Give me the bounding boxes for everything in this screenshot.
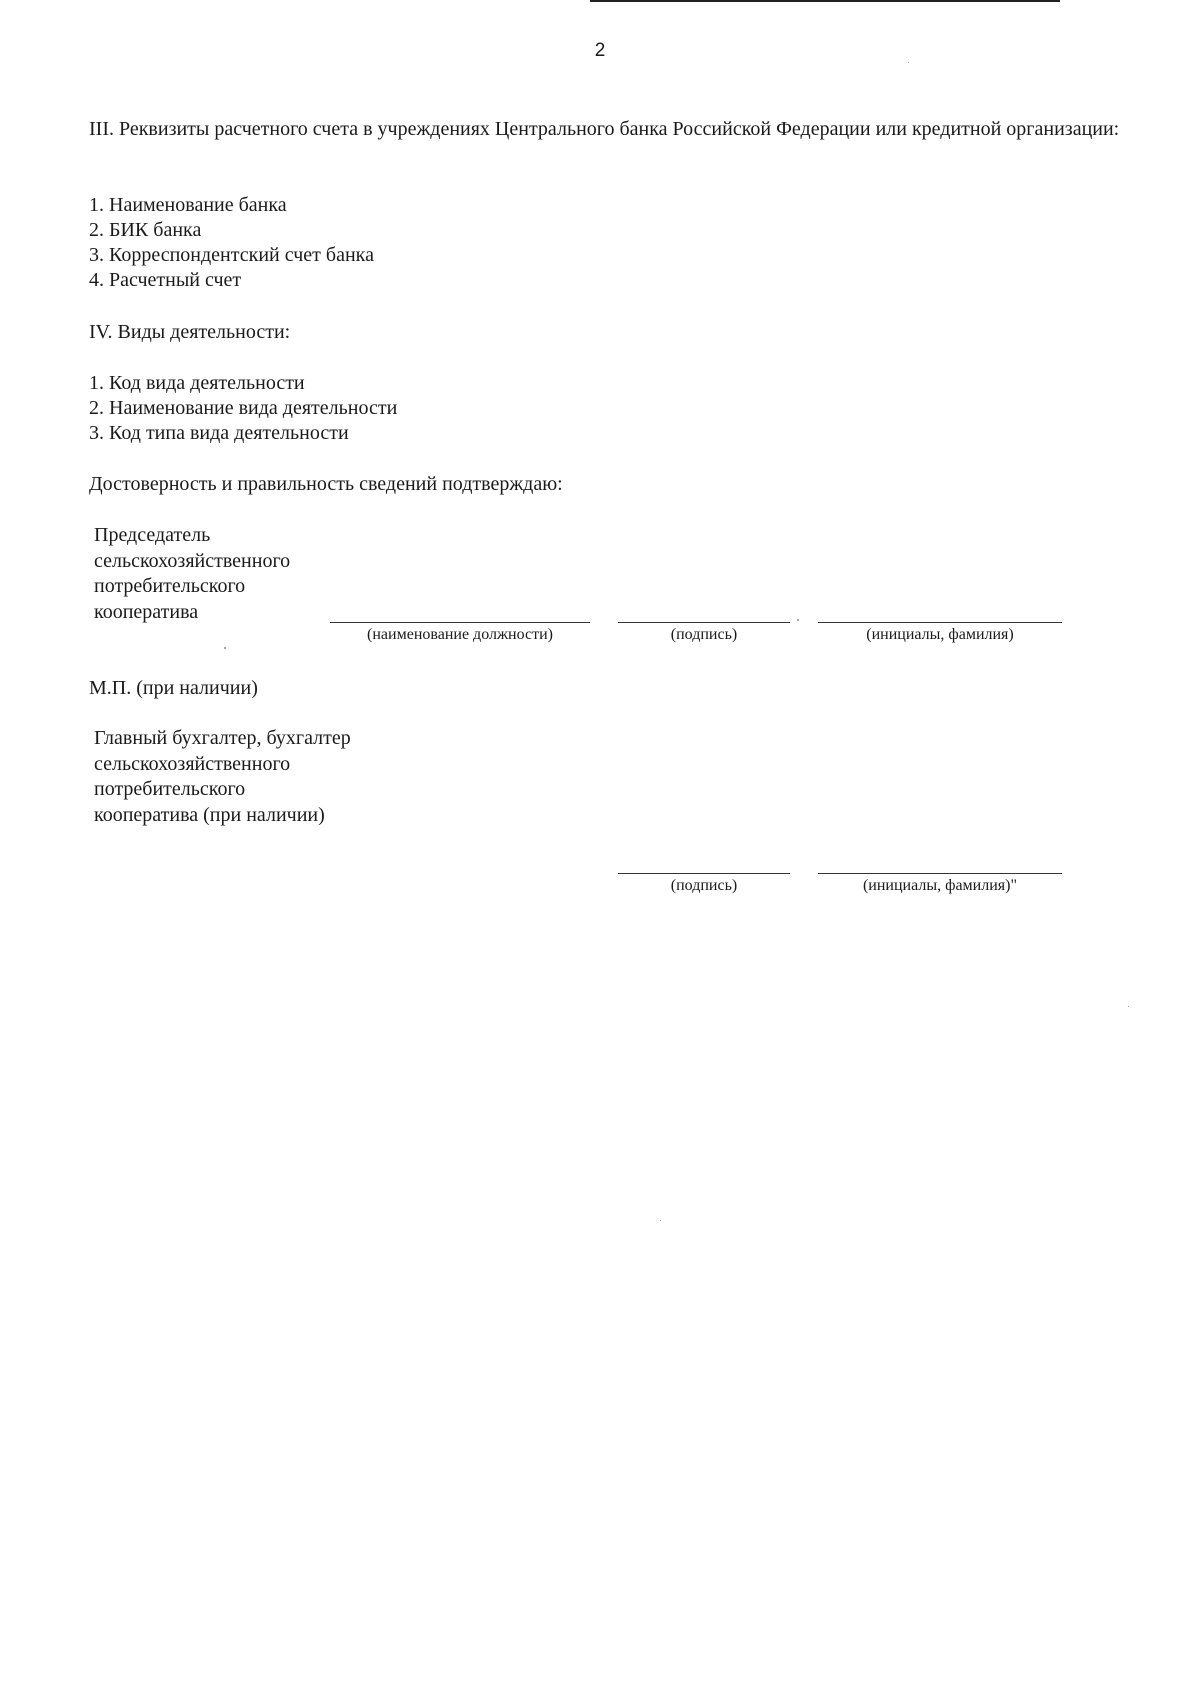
- chairman-title: [94, 523, 290, 625]
- stamp-placeholder: М.П. (при наличии): [89, 677, 258, 699]
- page-number: 2: [594, 40, 606, 61]
- accountant-title-line: сельскохозяйственного: [94, 752, 291, 775]
- section-3-item: 1. Наименование банка: [89, 194, 287, 216]
- accountant-name-line: [818, 873, 1062, 874]
- accountant-name-caption: (инициалы, фамилия)": [862, 877, 1018, 894]
- scan-speck: [660, 1220, 661, 1221]
- section-3-item: 4. Расчетный счет: [89, 269, 242, 291]
- accountant-signature-line: [618, 873, 790, 874]
- section-3-title: III. Реквизиты расчетного счета в учреждениях Центрального банка Российской Федерации или кредитной организации:: [89, 118, 1120, 140]
- scan-speck: [908, 62, 909, 63]
- accountant-title: [94, 726, 351, 828]
- section-3-item: 3. Корреспондентский счет банка: [89, 244, 374, 266]
- scan-edge-line: [590, 0, 1060, 2]
- scan-speck: [224, 647, 226, 649]
- section-4-item: 2. Наименование вида деятельности: [89, 397, 398, 419]
- chairman-title-line: Председатель: [94, 524, 211, 546]
- accountant-title-line: Главный бухгалтер, бухгалтер: [94, 727, 351, 749]
- chairman-name-caption: (инициалы, фамилия): [866, 626, 1014, 643]
- chairman-position-caption: (наименование должности): [367, 626, 553, 643]
- confirmation-text: Достоверность и правильность сведений подтверждаю:: [89, 473, 563, 495]
- scan-speck: [1128, 1006, 1129, 1007]
- chairman-signature-caption: (подпись): [670, 626, 738, 643]
- chairman-position-line: [330, 622, 590, 623]
- section-3-item: 2. БИК банка: [89, 219, 202, 241]
- section-4-item: 1. Код вида деятельности: [89, 372, 305, 394]
- chairman-signature-line: [618, 622, 790, 623]
- accountant-signature-caption: (подпись): [670, 877, 738, 894]
- accountant-title-line: кооператива (при наличии): [94, 803, 325, 826]
- chairman-title-line: потребительского: [94, 575, 246, 597]
- accountant-title-line: потребительского: [94, 778, 246, 800]
- chairman-title-line: сельскохозяйственного: [94, 549, 291, 572]
- scan-speck: [797, 619, 799, 621]
- section-4-item: 3. Код типа вида деятельности: [89, 422, 349, 444]
- chairman-name-line: [818, 622, 1062, 623]
- section-4-title: IV. Виды деятельности:: [89, 321, 291, 343]
- chairman-title-line: кооператива: [94, 600, 199, 623]
